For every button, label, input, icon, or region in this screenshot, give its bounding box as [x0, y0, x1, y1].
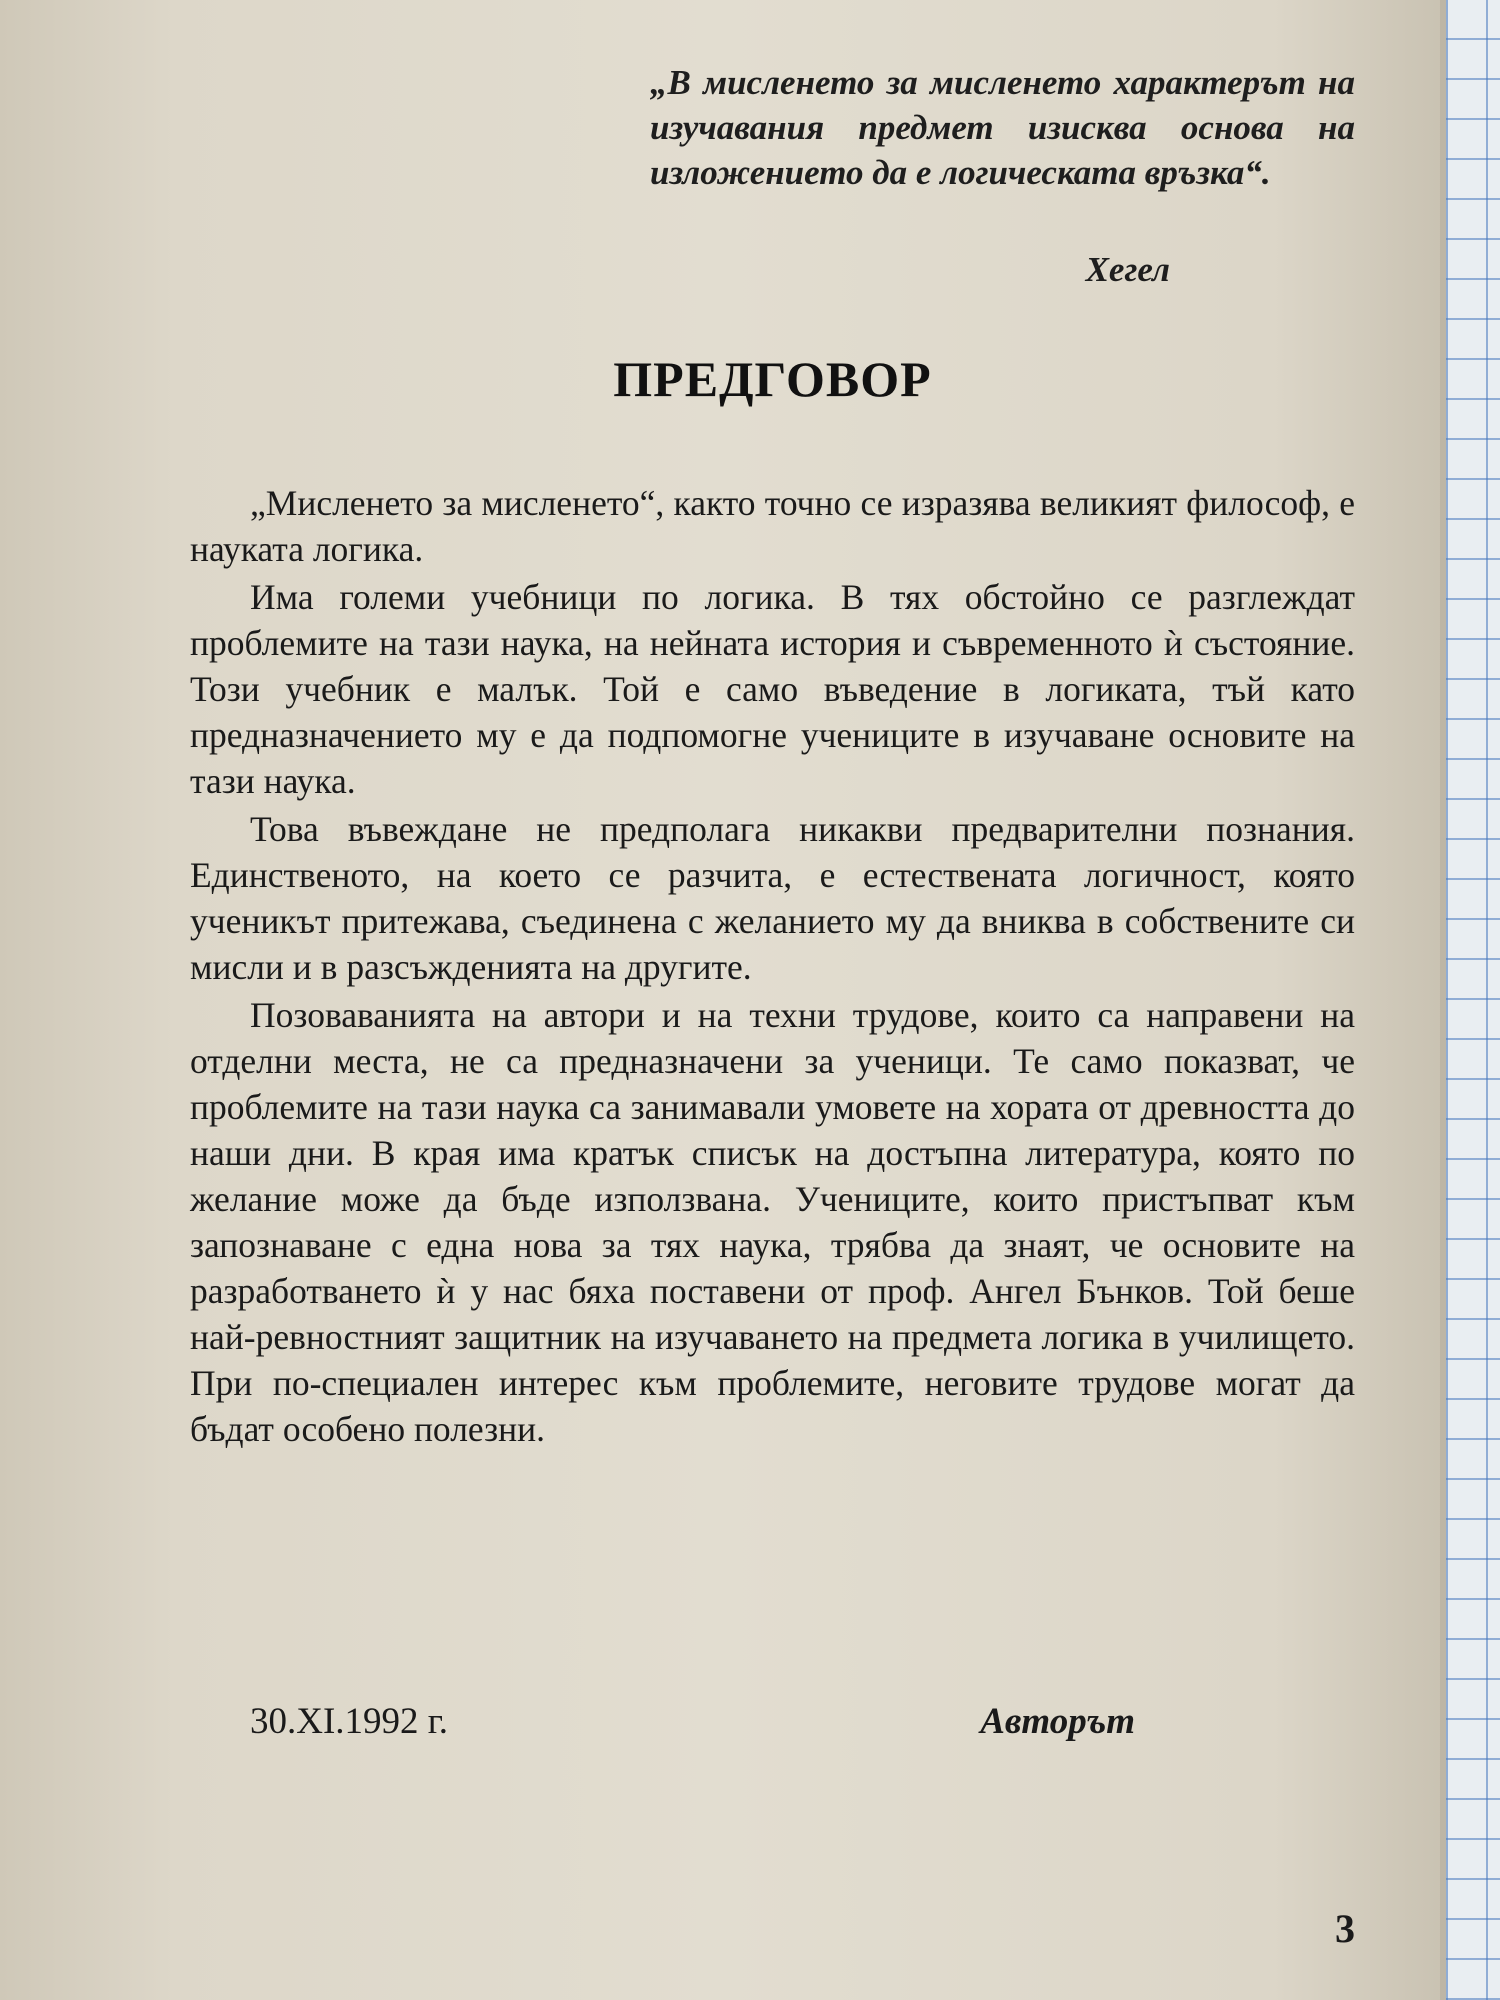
paragraph: „Мисленето за мисленето“, както точно се изразява великият философ, е науката логика.: [190, 483, 1355, 569]
epigraph-author: Хегел: [1085, 250, 1170, 289]
preface-body: [190, 480, 1355, 1454]
grid-paper-edge: [1440, 0, 1500, 2000]
epigraph-quote: „В мисленето за мисленето характерът на изучавания предмет изисква основа на изложението да е логическата връзка“.: [650, 63, 1355, 192]
preface-date: 30.XI.1992 г.: [250, 1701, 449, 1742]
page-number: 3: [1335, 1906, 1355, 1951]
paragraph: Има големи учебници по логика. В тях обстойно се разглеждат проблемите на тази наука, на нейната история и съвременното ѝ състояние. Този учебник е малък. Той е само въведение в логиката, тъй като предназначението му е да подпомогне учениците в изучаване основите на тази наука.: [190, 577, 1355, 801]
preface-signature: Авторът: [980, 1701, 1135, 1742]
paragraph: Това въвеждане не предполага никакви предварителни познания. Единственото, на което се разчита, е естествената логичност, която ученикът притежава, съединена с желанието му да вниква в собствените си мисли и в разсъжденията на другите.: [190, 809, 1355, 987]
page-title: ПРЕДГОВОР: [613, 351, 932, 407]
paragraph: Позоваванията на автори и на техни трудове, които са направени на отделни места, не са предназначени за ученици. Те само показват, че проблемите на тази наука са занимавали умовете на хората от древността до наши дни. В края има кратък списък на достъпна литература, която по желание може да бъде използвана. Учениците, които пристъпват към запознаване с една нова за тях наука, трябва да знаят, че основите на разработването ѝ у нас бяха поставени от проф. Ангел Бънков. Той беше най-ревностният защитник на изучаването на предмета логика в училището. При по-специален интерес към проблемите, неговите трудове могат да бъдат особено полезни.: [190, 995, 1355, 1449]
